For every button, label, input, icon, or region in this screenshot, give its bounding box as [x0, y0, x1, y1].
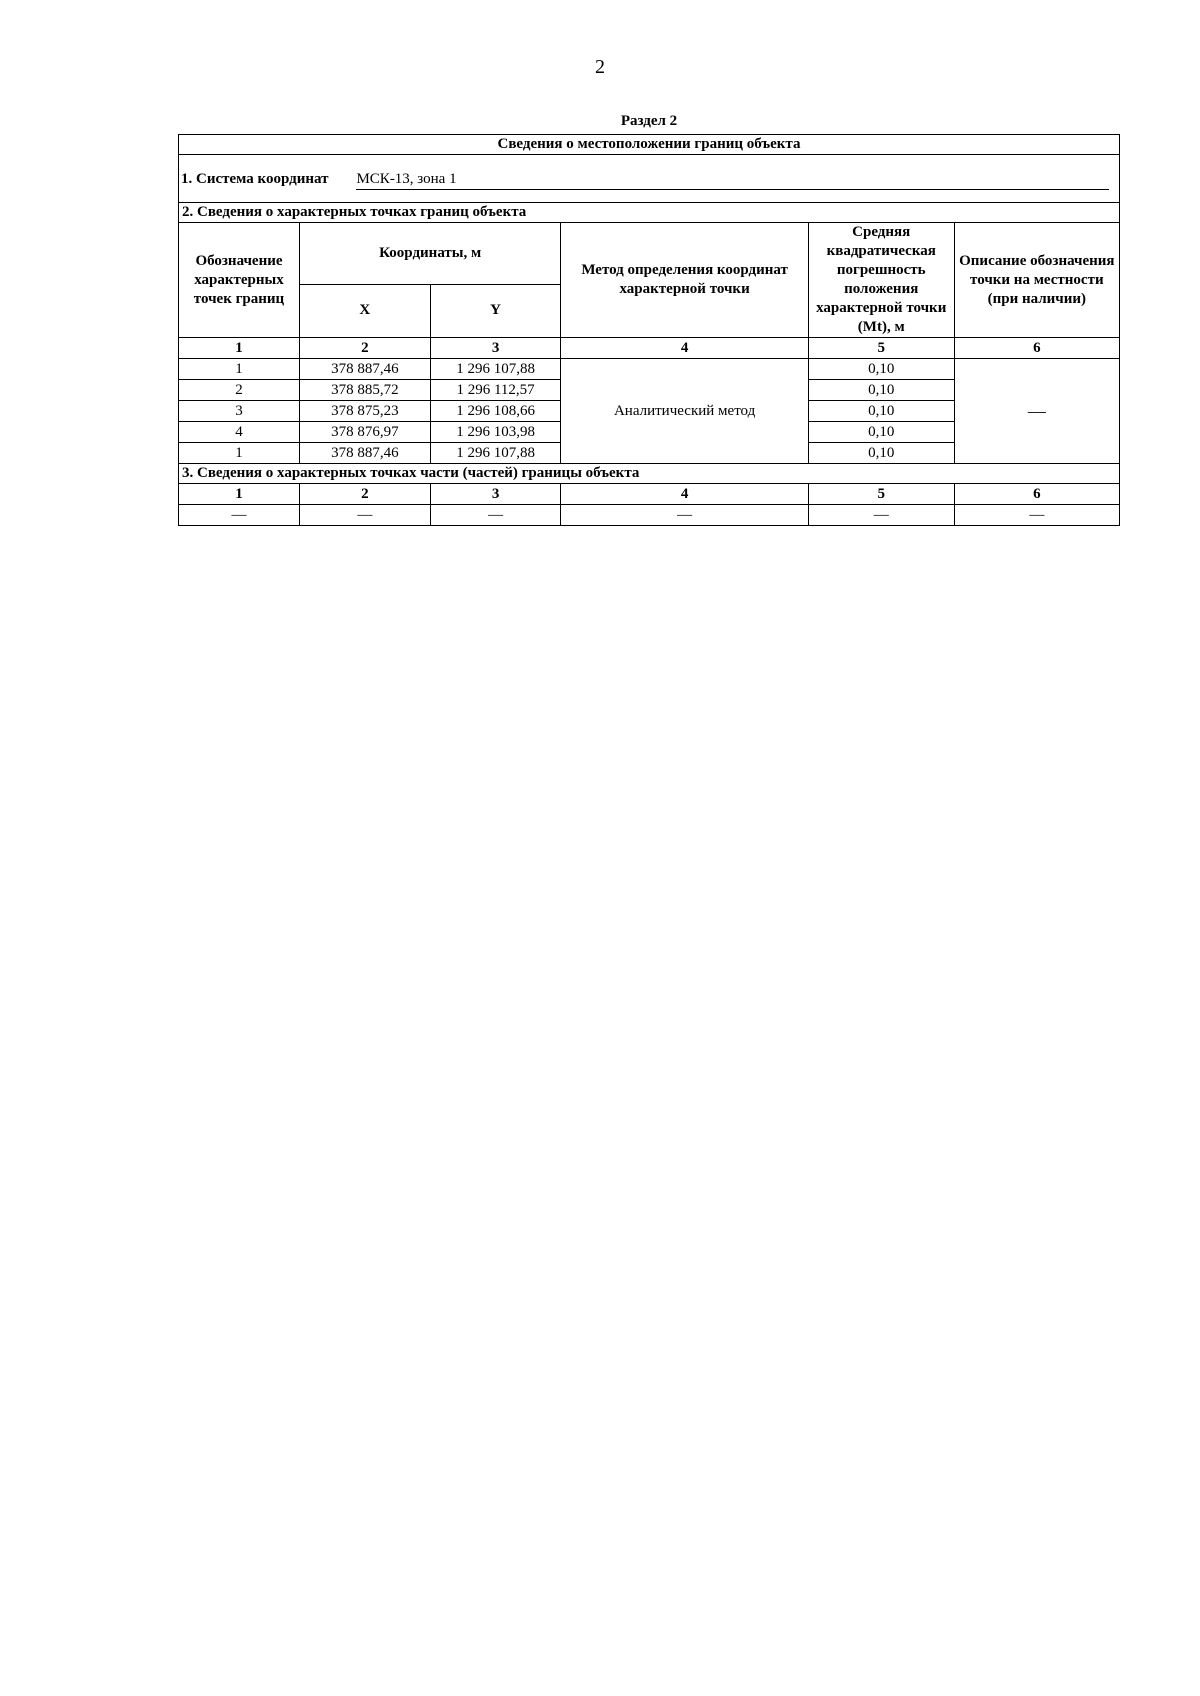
- part3-cell: —: [561, 505, 808, 526]
- method-value: Аналитический метод: [561, 359, 808, 464]
- header-method: Метод определения координат характерной точки: [561, 223, 808, 338]
- boundary-table: [178, 134, 1120, 526]
- point-x: 378 887,46: [299, 359, 430, 380]
- column-number-row: [179, 338, 1120, 359]
- point-y: 1 296 107,88: [430, 359, 561, 380]
- point-number: 4: [179, 422, 300, 443]
- column-number: 5: [808, 338, 954, 359]
- part3-cell: —: [954, 505, 1119, 526]
- point-mt: 0,10: [808, 443, 954, 464]
- point-x: 378 875,23: [299, 401, 430, 422]
- coordinate-system-label: 1. Система координат: [181, 170, 329, 187]
- point-number: 2: [179, 380, 300, 401]
- part3-cell: —: [299, 505, 430, 526]
- point-y: 1 296 112,57: [430, 380, 561, 401]
- point-x: 378 887,46: [299, 443, 430, 464]
- point-x: 378 885,72: [299, 380, 430, 401]
- point-x: 378 876,97: [299, 422, 430, 443]
- column-number: 3: [430, 338, 561, 359]
- coordinate-system-value: МСК-13, зона 1: [356, 170, 1109, 190]
- point-number: 1: [179, 443, 300, 464]
- part3-title: 3. Сведения о характерных точках части (частей) границы объекта: [179, 464, 1120, 484]
- column-number: 2: [299, 484, 430, 505]
- column-number: 6: [954, 338, 1119, 359]
- column-number: 3: [430, 484, 561, 505]
- header-error: Средняя квадратическая погрешность положения характерной точки (Mt), м: [808, 223, 954, 338]
- point-y: 1 296 108,66: [430, 401, 561, 422]
- coordinate-system-cell: [179, 155, 1120, 203]
- point-mt: 0,10: [808, 422, 954, 443]
- point-y: 1 296 103,98: [430, 422, 561, 443]
- point-mt: 0,10: [808, 380, 954, 401]
- header-description: Описание обозначения точки на местности (при наличии): [954, 223, 1119, 338]
- point-number: 1: [179, 359, 300, 380]
- section-title: Раздел 2: [620, 113, 678, 129]
- point-mt: 0,10: [808, 359, 954, 380]
- column-number: 1: [179, 484, 300, 505]
- column-number: 5: [808, 484, 954, 505]
- point-y: 1 296 107,88: [430, 443, 561, 464]
- part3-row: [179, 505, 1120, 526]
- page-number: 2: [595, 56, 605, 78]
- header-coords: Координаты, м: [299, 223, 560, 285]
- header-point: Обозначение характерных точек границ: [179, 223, 300, 338]
- part3-cell: —: [179, 505, 300, 526]
- table-row: [179, 359, 1120, 380]
- column-number: 6: [954, 484, 1119, 505]
- part3-cell: —: [430, 505, 561, 526]
- part3-cell: —: [808, 505, 954, 526]
- table-title: Сведения о местоположении границ объекта: [179, 135, 1120, 155]
- column-number: 4: [561, 484, 808, 505]
- part3-column-number-row: [179, 484, 1120, 505]
- column-number: 2: [299, 338, 430, 359]
- point-number: 3: [179, 401, 300, 422]
- column-number: 1: [179, 338, 300, 359]
- part2-title: 2. Сведения о характерных точках границ объекта: [179, 203, 1120, 223]
- description-value: —: [954, 359, 1119, 464]
- point-mt: 0,10: [808, 401, 954, 422]
- column-number: 4: [561, 338, 808, 359]
- header-x: X: [299, 284, 430, 337]
- header-y: Y: [430, 284, 561, 337]
